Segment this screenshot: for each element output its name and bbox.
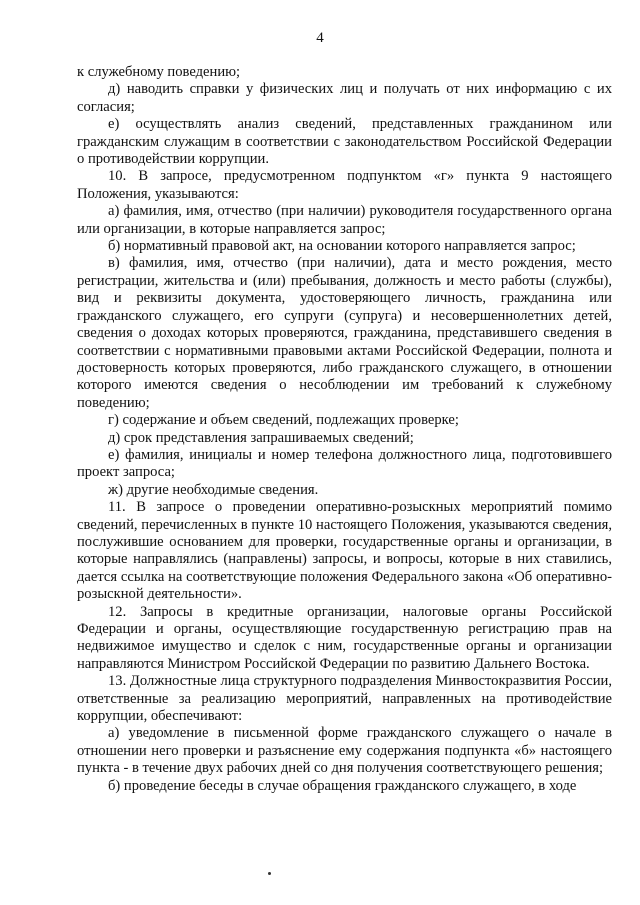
paragraph: к служебному поведению; — [77, 64, 241, 80]
paragraph: а) уведомление в письменной форме гражданского служащего о начале в отношении него проверки и разъяснение ему содержания подпункта «б» настоящего пункта - в течение двух рабочих дней со дня получения соответствующего решения; — [77, 725, 612, 777]
paragraph: 12. Запросы в кредитные организации, налоговые органы Российской Федерации и органы, осуществляющие государственную регистрацию прав на недвижимое имущество и сделок с ним, государственные органы и организации направляются Министром Российской Федерации по развитию Дальнего Востока. — [77, 603, 612, 672]
paragraph: б) нормативный правовой акт, на основании которого направляется запрос; — [108, 238, 576, 255]
paragraph: е) осуществлять анализ сведений, представленных гражданином или гражданским служащим в соответствии с законодательством Российской Федерации о противодействии коррупции. — [77, 116, 612, 168]
page-number: 4 — [316, 30, 324, 46]
paragraph: 11. В запросе о проведении оперативно-розыскных мероприятий помимо сведений, перечисленных в пункте 10 настоящего Положения, указываются сведения, послужившие основанием для проверки, государственные органы и организации, в которые направлялись (направлены) запросы, и вопросы, которые в них ставились, дается ссылка на соответствующие положения Федерального закона «Об оперативно-розыскной деятельности». — [77, 499, 612, 603]
paragraph: б) проведение беседы в случае обращения гражданского служащего, в ходе — [108, 777, 577, 794]
paragraph: а) фамилия, имя, отчество (при наличии) руководителя государственного органа или организации, в которые направляется запрос; — [77, 203, 612, 237]
paragraph: 13. Должностные лица структурного подразделения Минвостокразвития России, ответственные за реализацию мероприятий, направленных на противодействие коррупции, обеспечивают: — [77, 673, 612, 725]
paragraph: ж) другие необходимые сведения. — [108, 481, 319, 498]
paragraph: д) срок представления запрашиваемых сведений; — [108, 429, 414, 446]
paragraph: 10. В запросе, предусмотренном подпунктом «г» пункта 9 настоящего Положения, указываются: — [77, 168, 612, 202]
paragraph: е) фамилия, инициалы и номер телефона должностного лица, подготовившего проект запроса; — [77, 446, 612, 481]
paragraph: в) фамилия, имя, отчество (при наличии), дата и место рождения, место регистрации, жительства и (или) пребывания, должность и место работы (службы), вид и реквизиты документа, удостоверяющего личность, гражданина или гражданского служащего, его супруги (супруга) и несовершеннолетних детей, сведения о доходах которых проверяются, гражданина, представившего сведения в соответствии с нормативными правовыми актами Российской Федерации, полнота и достоверность которых проверяются, либо гражданского служащего, в отношении которого имеются сведения о несоблюдении им требований к служебному поведению; — [77, 255, 612, 411]
scan-speck — [268, 872, 271, 875]
paragraph: д) наводить справки у физических лиц и получать от них информацию с их согласия; — [77, 81, 612, 115]
document-body — [77, 64, 612, 795]
paragraph: г) содержание и объем сведений, подлежащих проверке; — [108, 412, 459, 429]
